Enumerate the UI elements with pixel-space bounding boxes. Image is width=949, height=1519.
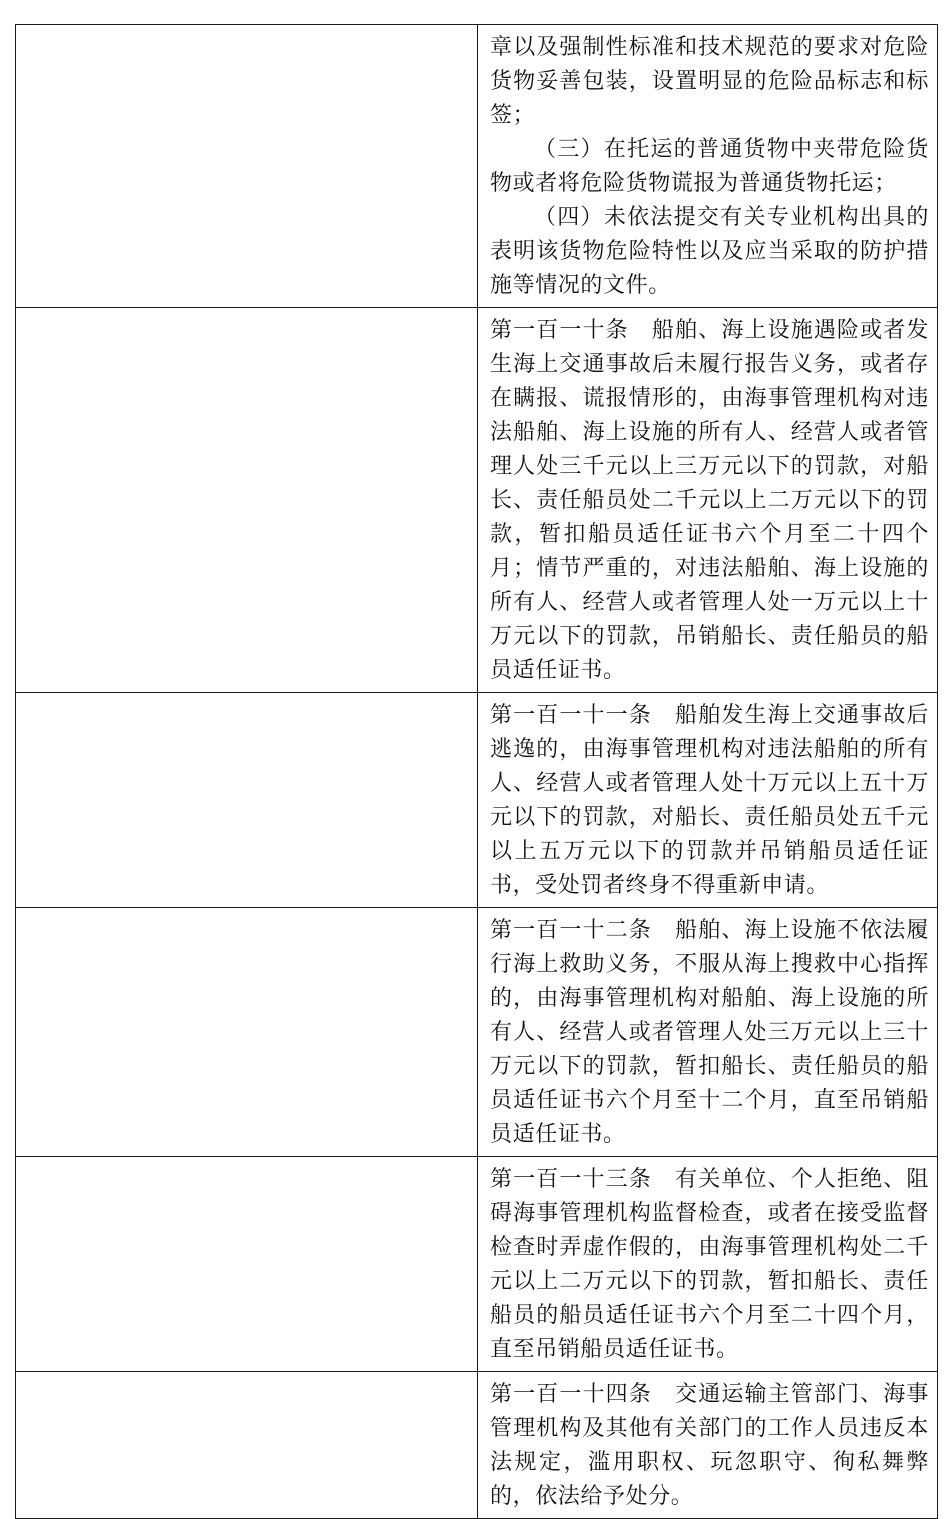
- article-text: 章以及强制性标准和技术规范的要求对危险货物妥善包装，设置明显的危险品标志和标签；: [490, 35, 929, 128]
- article-cell: [478, 1157, 938, 1372]
- left-cell: [16, 1372, 478, 1519]
- table-row: [16, 1372, 938, 1519]
- article-112-text: 第一百一十二条 船舶、海上设施不依法履行海上救助义务，不服从海上搜救中心指挥的，由海事管理机构对船舶、海上设施的所有人、经营人或者管理人处三万元以上三十万元以下的罚款，暂扣船长、责任船员的船员适任证书六个月至十二个月，直至吊销船员适任证书。: [490, 918, 929, 1147]
- table-row: [16, 1157, 938, 1372]
- article-cell: [478, 25, 938, 308]
- table-row: [16, 908, 938, 1157]
- comparison-table: [15, 24, 938, 1519]
- article-cell: [478, 693, 938, 908]
- table-row: [16, 693, 938, 908]
- table-row: [16, 25, 938, 308]
- article-item-3: （三）在托运的普通货物中夹带危险货物或者将危险货物谎报为普通货物托运；: [490, 137, 929, 196]
- article-item-4: （四）未依法提交有关专业机构出具的表明该货物危险特性以及应当采取的防护措施等情况的文件。: [490, 205, 929, 298]
- article-111-text: 第一百一十一条 船舶发生海上交通事故后逃逸的，由海事管理机构对违法船舶的所有人、经营人或者管理人处十万元以上五十万元以下的罚款，对船长、责任船员处五千元以上五万元以下的罚款并吊销船员适任证书，受处罚者终身不得重新申请。: [490, 703, 929, 898]
- article-114-text: 第一百一十四条 交通运输主管部门、海事管理机构及其他有关部门的工作人员违反本法规定，滥用职权、玩忽职守、徇私舞弊的，依法给予处分。: [490, 1382, 929, 1509]
- left-cell: [16, 693, 478, 908]
- left-cell: [16, 308, 478, 693]
- left-cell: [16, 1157, 478, 1372]
- article-cell: [478, 908, 938, 1157]
- left-cell: [16, 25, 478, 308]
- article-113-text: 第一百一十三条 有关单位、个人拒绝、阻碍海事管理机构监督检查，或者在接受监督检查时弄虚作假的，由海事管理机构处二千元以上二万元以下的罚款，暂扣船长、责任船员的船员适任证书六个月至二十四个月，直至吊销船员适任证书。: [490, 1167, 929, 1362]
- article-110-text: 第一百一十条 船舶、海上设施遇险或者发生海上交通事故后未履行报告义务，或者存在瞒报、谎报情形的，由海事管理机构对违法船舶、海上设施的所有人、经营人或者管理人处三千元以上三万元以下的罚款，对船长、责任船员处二千元以上二万元以下的罚款，暂扣船员适任证书六个月至二十四个月；情节严重的，对违法船舶、海上设施的所有人、经营人或者管理人处一万元以上十万元以下的罚款，吊销船长、责任船员的船员适任证书。: [490, 318, 929, 683]
- article-cell: [478, 1372, 938, 1519]
- table-row: [16, 308, 938, 693]
- left-cell: [16, 908, 478, 1157]
- article-cell: [478, 308, 938, 693]
